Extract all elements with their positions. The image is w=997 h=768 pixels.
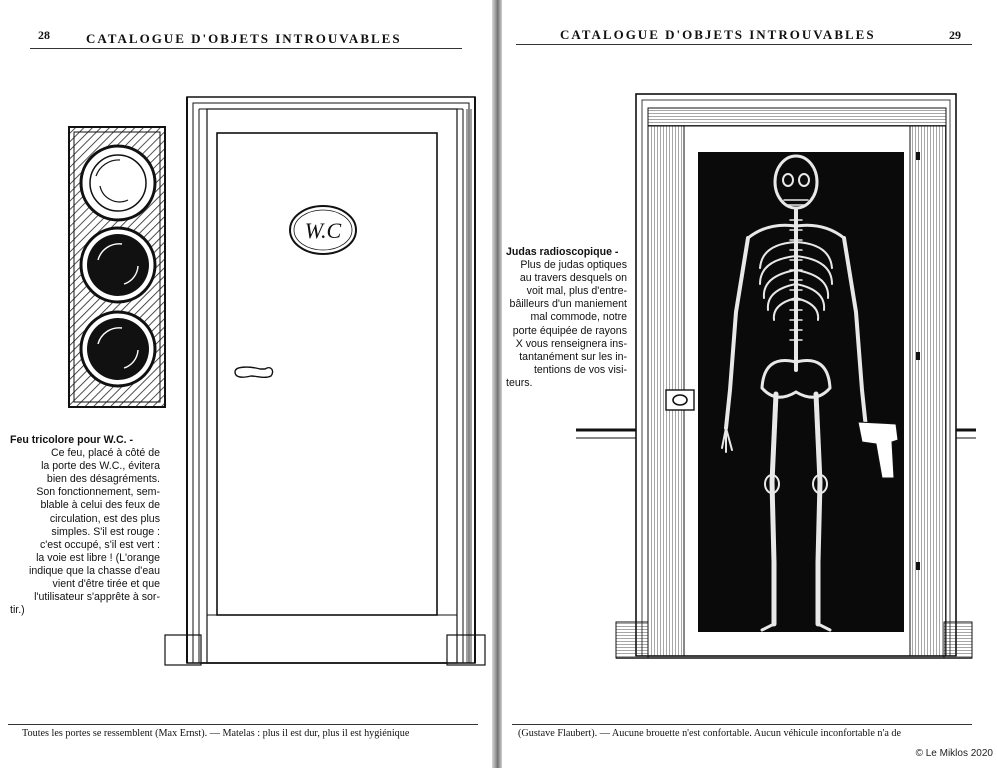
book-gutter [492,0,502,768]
caption-line: indique que la chasse d'eau [28,564,160,577]
door-handle [235,367,273,377]
caption-line: teurs. [506,376,533,389]
running-head: CATALOGUE D'OBJETS INTROUVABLES [86,31,402,46]
page-number: 29 [949,28,961,42]
caption-line: voit mal, plus d'entre- [526,285,627,298]
caption-line: la voie est libre ! (L'orange [36,551,160,564]
header-rule [30,48,462,49]
caption-line: Plus de judas optiques [520,259,627,272]
caption-line: tentions de vos visi- [533,363,627,376]
caption-title: Feu tricolore pour W.C. - [10,434,134,446]
caption-line: au travers desquels on [519,272,627,285]
caption-line: c'est occupé, s'il est vert : [39,538,160,551]
caption-line: Son fonctionnement, sem- [36,486,160,499]
caption-line: circulation, est des plus [49,512,160,525]
caption-line: la porte des W.C., évitera [41,460,160,473]
middle-lamp-dark [81,228,155,302]
traffic-light-caption [10,434,160,617]
footer-rule [8,724,478,725]
xray-door-illustration [576,92,976,662]
header-rule [516,44,972,45]
page-footer: (Gustave Flaubert). — Aucune brouette n'est confortable. Aucun véhicule inconfortable n'a de [518,728,902,739]
caption-line: blable à celui des feux de [40,499,160,512]
caption-line: vient d'être tirée et que [52,578,160,591]
caption-line: bâilleurs d'un maniement [509,298,627,311]
footer-rule [512,724,972,725]
wc-sign-text: W.C [304,218,342,243]
caption-line: l'utilisateur s'apprête à sor- [34,591,160,604]
page-number: 28 [38,28,50,42]
caption-line: tir.) [10,604,25,617]
caption-line: mal commode, notre [530,311,627,324]
caption-line: X vous renseignera ins- [515,337,627,350]
wc-door-illustration [165,95,485,675]
caption-line: bien des désagréments. [46,473,160,486]
caption-line: Ce feu, placé à côté de [51,447,160,460]
left-page [0,0,492,768]
top-lamp-white [81,146,155,220]
right-page [502,0,997,768]
caption-line: tantanément sur les in- [519,350,627,363]
caption-line: porte équipée de rayons [512,324,627,337]
caption-line: simples. S'il est rouge : [51,525,160,538]
traffic-light-illustration [68,126,168,410]
running-head: CATALOGUE D'OBJETS INTROUVABLES [560,27,876,42]
bottom-lamp-dark [81,312,155,386]
caption-title: Judas radioscopique - [506,246,619,258]
copyright-notice: © Le Miklos 2020 [915,748,993,759]
page-footer: Toutes les portes se ressemblent (Max Ernst). — Matelas : plus il est dur, plus il est hygiénique [22,728,410,739]
